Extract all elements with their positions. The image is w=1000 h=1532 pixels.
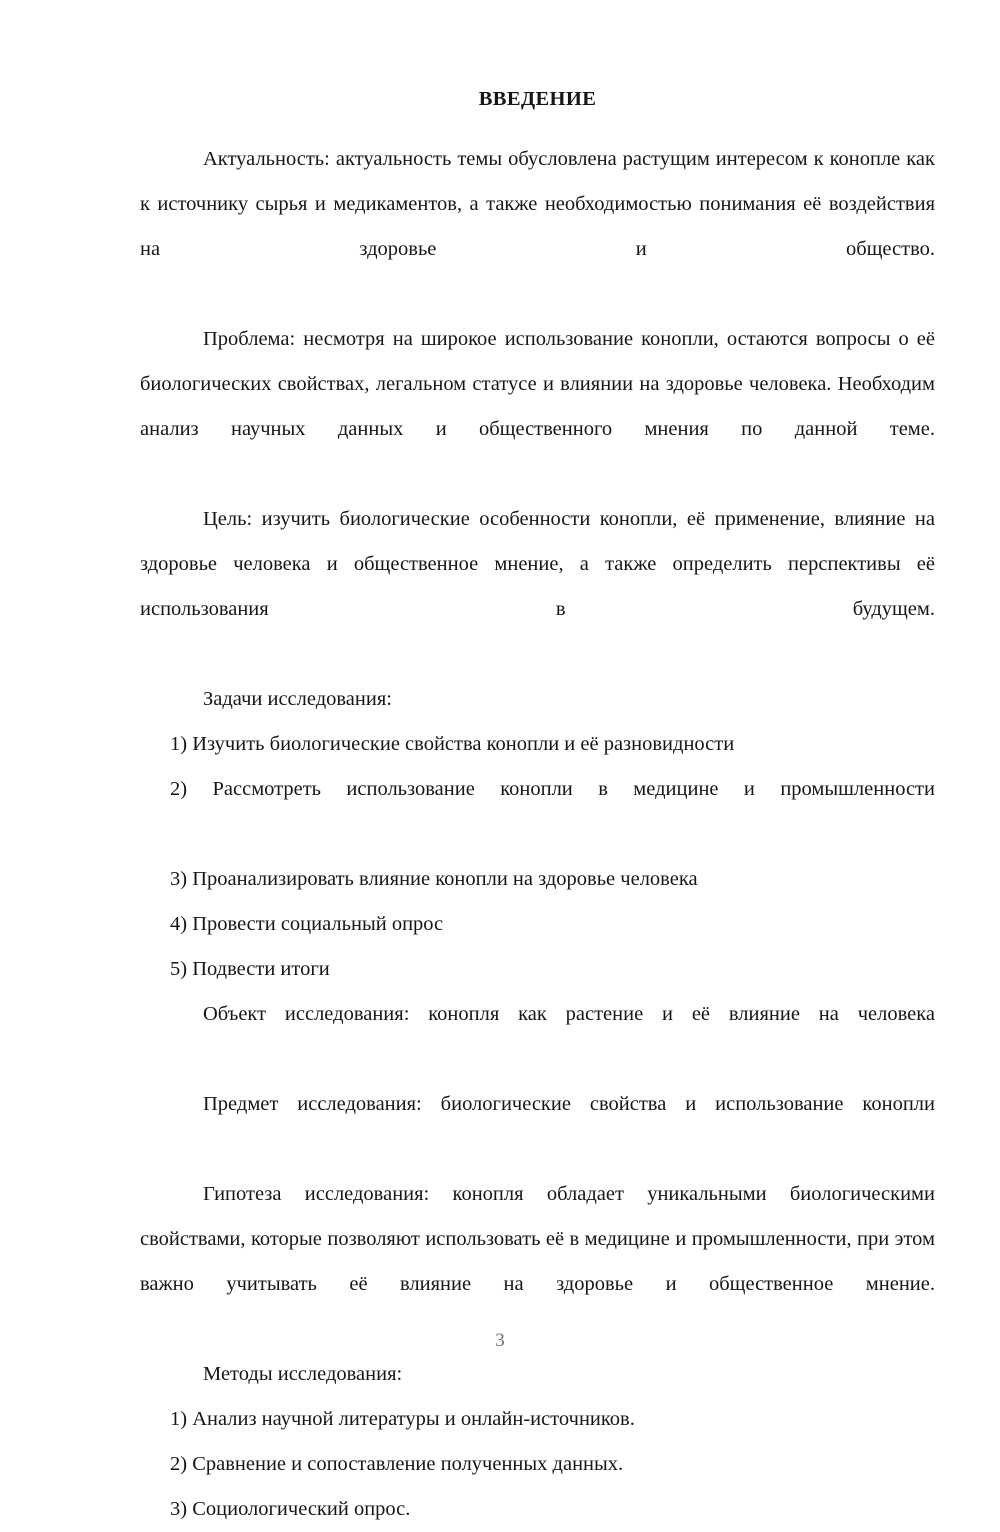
list-item-task-2: 2) Рассмотреть использование конопли в медицине и промышленности: [170, 777, 935, 800]
page-title: ВВЕДЕНИЕ: [478, 88, 597, 110]
paragraph-object: Объект исследования: конопля как растение и её влияние на человека: [203, 1002, 935, 1025]
methods-heading: Методы исследования:: [203, 1362, 403, 1385]
paragraph-hypothesis: Гипотеза исследования: конопля обладает уникальными биологическими свойствами, которые позволяют использовать её в медицине и промышленности, при этом важно учитывать её влияние на здоровье и общественное мнение.: [140, 1182, 935, 1295]
tasks-heading: Задачи исследования:: [203, 687, 392, 710]
page-number: 3: [495, 1330, 505, 1351]
document-body: [140, 84, 935, 1532]
list-item-task-5: 5) Подвести итоги: [170, 957, 330, 980]
list-item-task-1: 1) Изучить биологические свойства конопли и её разновидности: [170, 732, 735, 755]
paragraph-relevance: Актуальность: актуальность темы обусловлена растущим интересом к конопле как к источнику сырья и медикаментов, а также необходимостью понимания её воздействия на здоровье и общество.: [140, 147, 935, 260]
list-item-method-1: 1) Анализ научной литературы и онлайн-источников.: [170, 1407, 635, 1430]
list-item-task-3: 3) Проанализировать влияние конопли на здоровье человека: [170, 867, 698, 890]
list-item-method-2: 2) Сравнение и сопоставление полученных данных.: [170, 1452, 624, 1475]
paragraph-goal: Цель: изучить биологические особенности конопли, её применение, влияние на здоровье человека и общественное мнение, а также определить перспективы её использования в будущем.: [140, 507, 935, 620]
list-item-task-4: 4) Провести социальный опрос: [170, 912, 444, 935]
list-item-method-3: 3) Социологический опрос.: [170, 1497, 411, 1520]
paragraph-problem: Проблема: несмотря на широкое использование конопли, остаются вопросы о её биологических свойствах, легальном статусе и влиянии на здоровье человека. Необходим анализ научных данных и общественного мнения по данной теме.: [140, 327, 935, 440]
paragraph-subject: Предмет исследования: биологические свойства и использование конопли: [203, 1092, 935, 1115]
